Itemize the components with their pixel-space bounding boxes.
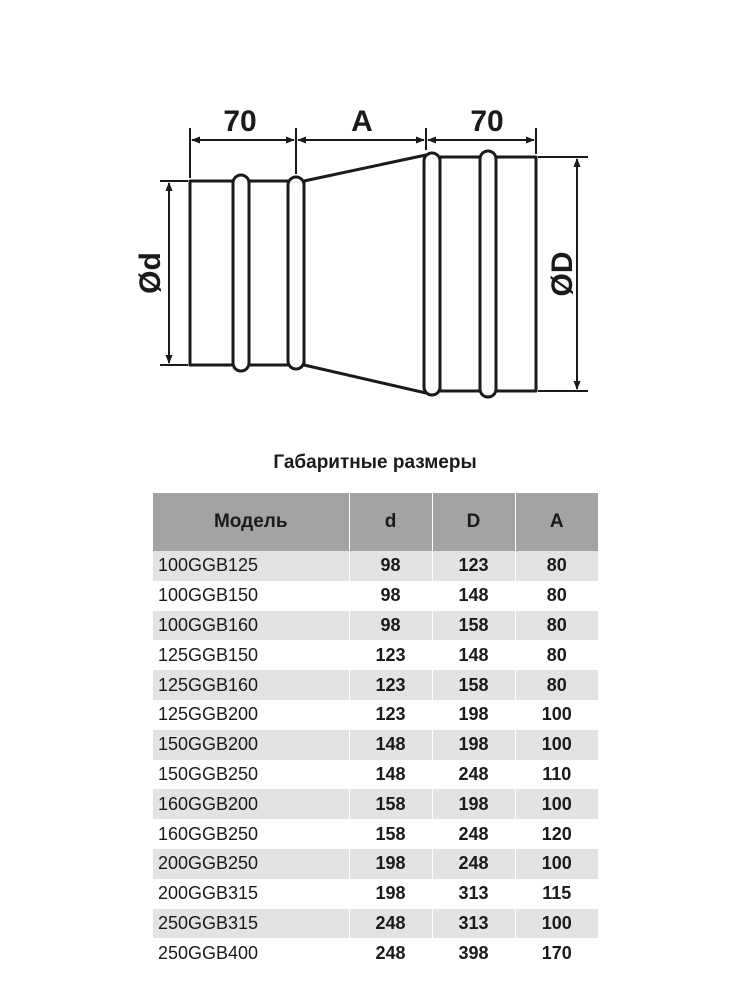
cell-a: 100 [515,789,598,819]
cell-big-d: 248 [432,760,515,790]
cell-big-d: 158 [432,611,515,641]
table-header-row [153,493,598,551]
cell-model: 100GGB160 [153,611,349,641]
table-row [153,789,598,819]
dim-label-middle: A [351,105,373,138]
cell-model: 160GGB200 [153,789,349,819]
cell-big-d: 313 [432,909,515,939]
cell-big-d: 198 [432,700,515,730]
cell-a: 80 [515,551,598,581]
cell-model: 150GGB250 [153,760,349,790]
cell-d: 248 [349,909,432,939]
cell-big-d: 158 [432,670,515,700]
cell-big-d: 148 [432,581,515,611]
cell-a: 100 [515,909,598,939]
cell-big-d: 198 [432,789,515,819]
cell-d: 148 [349,760,432,790]
table-row [153,700,598,730]
table-row [153,581,598,611]
large-pipe-bead [480,151,496,397]
cell-model: 200GGB250 [153,849,349,879]
cell-model: 150GGB200 [153,730,349,760]
table-row [153,819,598,849]
dim-label-left: 70 [223,105,257,138]
reducer-drawing [0,0,750,440]
table-body [153,551,598,968]
cell-d: 158 [349,819,432,849]
cell-d: 98 [349,581,432,611]
cell-a: 80 [515,670,598,700]
header-a: A [515,493,598,551]
dim-label-right: 70 [470,105,504,138]
dim-label-small-diameter: Ød [134,252,167,294]
cell-a: 170 [515,938,598,968]
cell-a: 100 [515,700,598,730]
cell-big-d: 198 [432,730,515,760]
cell-big-d: 313 [432,879,515,909]
table-row [153,938,598,968]
cell-big-d: 148 [432,640,515,670]
header-big-d: D [432,493,515,551]
table-row [153,640,598,670]
cell-a: 110 [515,760,598,790]
cell-a: 100 [515,730,598,760]
cell-d: 123 [349,670,432,700]
cell-d: 98 [349,611,432,641]
cell-model: 250GGB315 [153,909,349,939]
cell-d: 123 [349,640,432,670]
cell-a: 80 [515,611,598,641]
cone-body [304,155,426,393]
cone-bead [424,153,440,395]
dimensions-table [153,493,598,968]
cell-model: 100GGB150 [153,581,349,611]
cell-model: 125GGB200 [153,700,349,730]
table-row [153,879,598,909]
cell-a: 80 [515,640,598,670]
table-row [153,909,598,939]
cell-model: 125GGB150 [153,640,349,670]
cell-model: 200GGB315 [153,879,349,909]
table-row [153,611,598,641]
cell-big-d: 398 [432,938,515,968]
table-row [153,670,598,700]
dim-label-large-diameter: ØD [546,251,579,297]
cell-d: 123 [349,700,432,730]
table-row [153,849,598,879]
cell-model: 100GGB125 [153,551,349,581]
cell-a: 120 [515,819,598,849]
header-model: Модель [153,493,349,551]
small-pipe-bead-1 [233,175,249,371]
cell-d: 98 [349,551,432,581]
cell-a: 80 [515,581,598,611]
table-row [153,730,598,760]
cell-big-d: 248 [432,819,515,849]
cell-a: 115 [515,879,598,909]
cell-big-d: 248 [432,849,515,879]
cell-a: 100 [515,849,598,879]
cell-model: 160GGB250 [153,819,349,849]
cell-big-d: 123 [432,551,515,581]
header-d: d [349,493,432,551]
cell-d: 148 [349,730,432,760]
cell-d: 198 [349,849,432,879]
table-row [153,551,598,581]
table-row [153,760,598,790]
table-title: Габаритные размеры [273,452,477,473]
cell-model: 250GGB400 [153,938,349,968]
cell-model: 125GGB160 [153,670,349,700]
cell-d: 198 [349,879,432,909]
cell-d: 248 [349,938,432,968]
cell-d: 158 [349,789,432,819]
small-pipe-bead-2 [288,177,304,369]
